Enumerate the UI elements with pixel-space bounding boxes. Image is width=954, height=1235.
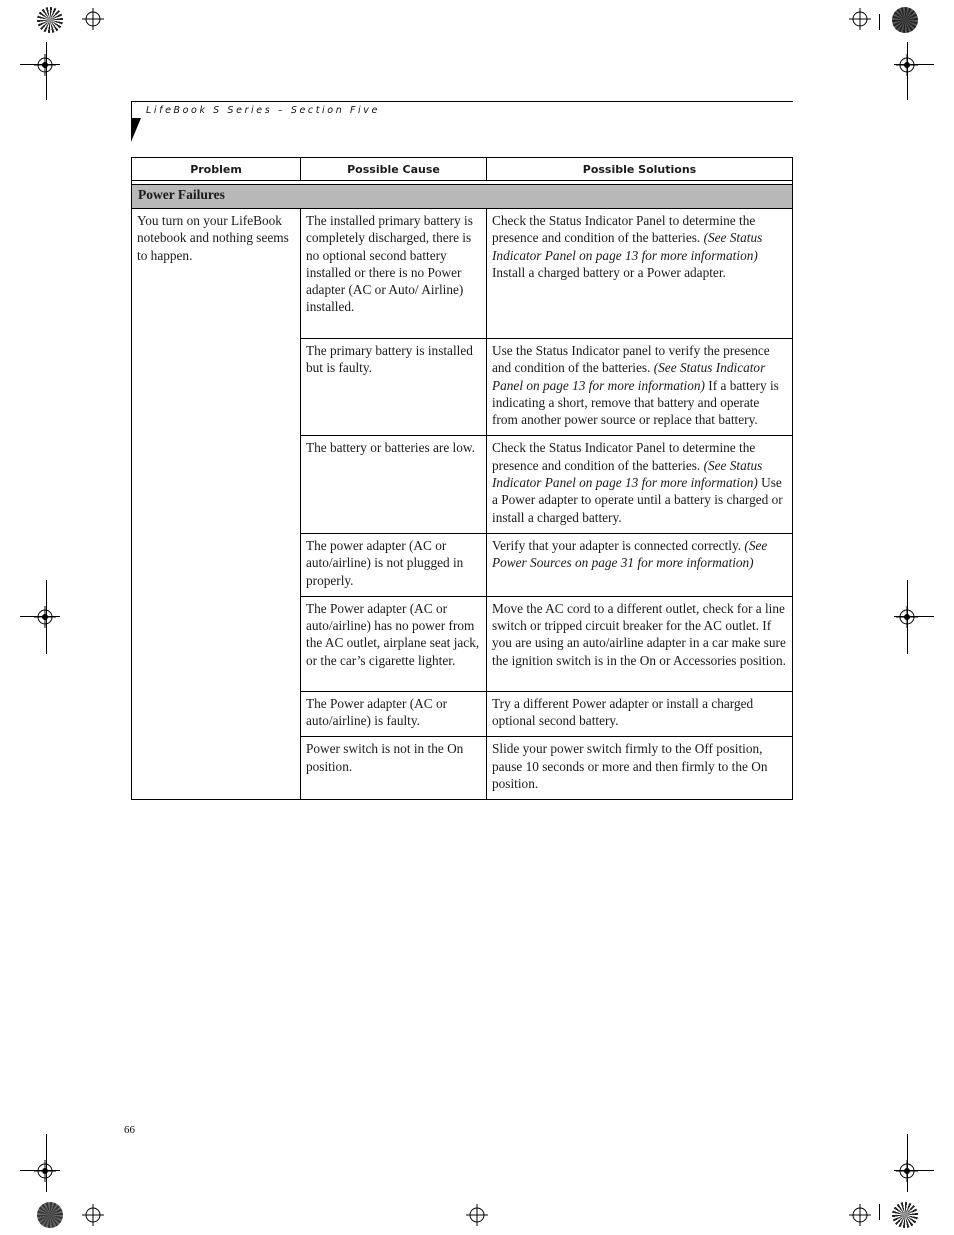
corner-tab-icon	[131, 118, 141, 142]
cause-cell: The installed primary battery is completely discharged, there is no optional second battery installed or there is no Power adapter (AC or Auto/ Airline) installed.	[301, 209, 487, 339]
registration-target-icon	[466, 1204, 488, 1226]
column-header-solutions: Possible Solutions	[487, 158, 793, 181]
page-reference: (See Power Sources on page 31 for more information)	[492, 537, 768, 571]
cause-cell: The power adapter (AC or auto/airline) is not plugged in properly.	[301, 533, 487, 596]
registration-target-icon	[34, 54, 56, 76]
column-header-cause: Possible Cause	[301, 158, 487, 181]
table-header-row	[132, 158, 793, 181]
registration-target-icon	[82, 8, 104, 30]
page-reference: (See Status Indicator Panel on page 13 for more information)	[492, 360, 766, 393]
page-number: 66	[124, 1124, 135, 1136]
crop-mark	[894, 64, 934, 65]
registration-target-icon	[34, 1160, 56, 1182]
crop-mark	[907, 1134, 908, 1192]
cause-cell: Power switch is not in the On position.	[301, 737, 487, 800]
crop-mark	[46, 1134, 47, 1192]
color-registration-icon	[892, 7, 918, 33]
color-registration-icon	[892, 1202, 918, 1228]
solution-cell: Use the Status Indicator panel to verify the presence and condition of the batteries. (See Status Indicator Panel on page 13 for more information) If a battery is indicating a short, remove that battery and operate from another power source or replace that battery.	[487, 339, 793, 436]
crop-mark	[879, 1204, 880, 1220]
solution-cell: Try a different Power adapter or install a charged optional second battery.	[487, 691, 793, 737]
cause-cell: The Power adapter (AC or auto/airline) is faulty.	[301, 691, 487, 737]
registration-target-icon	[34, 606, 56, 628]
color-registration-icon	[37, 1202, 63, 1228]
solution-cell: Check the Status Indicator Panel to determine the presence and condition of the batteries. (See Status Indicator Panel on page 13 for more information) Use a Power adapter to operate until a battery is charged or install a charged battery.	[487, 436, 793, 533]
registration-target-icon	[849, 8, 871, 30]
crop-mark	[907, 42, 908, 100]
header-rule	[131, 101, 793, 102]
troubleshooting-table	[131, 157, 793, 800]
crop-mark	[894, 616, 934, 617]
crop-mark	[20, 616, 60, 617]
crop-mark	[894, 1170, 934, 1171]
color-registration-icon	[37, 7, 63, 33]
running-header: LifeBook S Series – Section Five	[146, 105, 380, 116]
crop-mark	[20, 64, 60, 65]
cause-cell: The Power adapter (AC or auto/airline) has no power from the AC outlet, airplane seat jack, or the car’s cigarette lighter.	[301, 596, 487, 691]
crop-mark	[46, 42, 47, 100]
section-title: Power Failures	[132, 185, 793, 209]
crop-mark	[46, 580, 47, 654]
page-reference: (See Status Indicator Panel on page 13 for more information)	[492, 457, 763, 491]
registration-target-icon	[849, 1204, 871, 1226]
solution-cell: Check the Status Indicator Panel to determine the presence and condition of the batteries. (See Status Indicator Panel on page 13 for more information) Install a charged battery or a Power adapter.	[487, 209, 793, 339]
solution-cell: Verify that your adapter is connected correctly. (See Power Sources on page 31 for more information)	[487, 533, 793, 596]
problem-cell: You turn on your LifeBook notebook and nothing seems to happen.	[132, 209, 301, 800]
column-header-problem: Problem	[132, 158, 301, 181]
cause-cell: The battery or batteries are low.	[301, 436, 487, 533]
crop-mark	[20, 1170, 60, 1171]
crop-mark	[907, 580, 908, 654]
solution-cell: Slide your power switch firmly to the Off position, pause 10 seconds or more and then firmly to the On position.	[487, 737, 793, 800]
cause-cell: The primary battery is installed but is faulty.	[301, 339, 487, 436]
section-row	[132, 185, 793, 209]
table-row	[132, 209, 793, 339]
page-reference: (See Status Indicator Panel on page 13 for more information)	[492, 230, 763, 263]
solution-cell: Move the AC cord to a different outlet, check for a line switch or tripped circuit breaker for the AC outlet. If you are using an auto/airline adapter in a car make sure the ignition switch is in the On or Accessories position.	[487, 596, 793, 691]
registration-target-icon	[82, 1204, 104, 1226]
crop-mark	[879, 14, 880, 30]
